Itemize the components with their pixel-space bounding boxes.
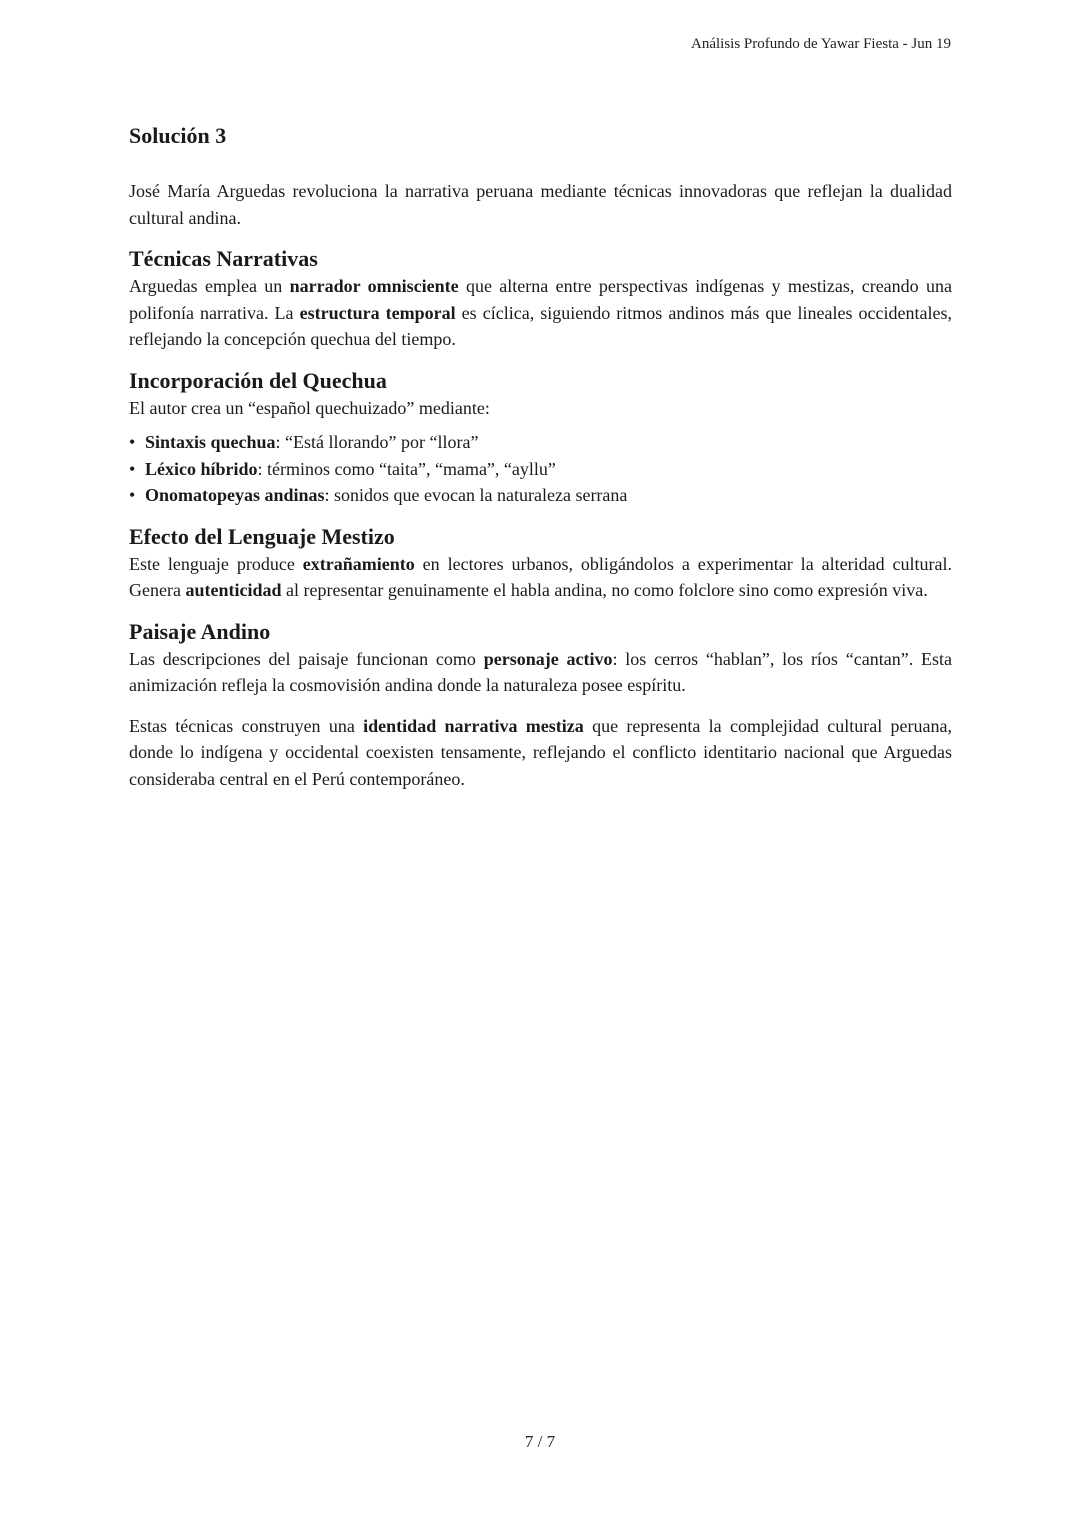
list-item (129, 429, 952, 456)
text-run: Estas técnicas construyen una (129, 715, 364, 736)
solution-title: Solución 3 (129, 123, 227, 148)
intro-paragraph: José María Arguedas revoluciona la narrativa peruana mediante técnicas innovadoras que reflejan la dualidad cultural andina. (129, 181, 952, 228)
text-run: al representar genuinamente el habla andina, no como folclore sino como expresión viva. (281, 580, 928, 600)
bold-term: estructura temporal (299, 302, 456, 323)
bold-term: extrañamiento (302, 553, 415, 574)
list-item (129, 482, 952, 509)
bold-term: personaje activo (483, 648, 613, 669)
bold-term: identidad narrativa mestiza (363, 715, 584, 736)
bold-term: narrador omnisciente (289, 276, 459, 296)
text-run: en lectores urbanos, obligándolos a experimentar la alteridad cultural. Genera (129, 553, 952, 600)
bold-term: Léxico híbrido (145, 458, 258, 479)
page-number: 7 / 7 (524, 1432, 556, 1451)
section-quechua (129, 367, 952, 509)
document-body (129, 120, 952, 792)
text-run: que alterna entre perspectivas indígenas y mestizas, creando una polifonía narrativa. La (129, 276, 952, 323)
text-run: : los cerros “hablan”, los ríos “cantan”. Esta animización refleja la cosmovisión andina donde la naturaleza posee espíritu. (129, 648, 952, 695)
bold-term: Onomatopeyas andinas (145, 485, 325, 505)
text-run: Las descripciones del paisaje funcionan como (129, 648, 484, 669)
text-run: Arguedas emplea un (129, 276, 290, 296)
text-run: : términos como “taita”, “mama”, “ayllu” (257, 458, 556, 479)
text-run: es cíclica, siguiendo ritmos andinos más que lineales occidentales, reflejando la concepción quechua del tiempo. (129, 302, 952, 349)
section-heading: Efecto del Lenguaje Mestizo (129, 523, 395, 549)
bullet-list (129, 429, 952, 509)
bold-term: autenticidad (185, 580, 282, 600)
section-andean-landscape (129, 618, 952, 699)
section-mestizo-language (129, 523, 952, 604)
section-lead: El autor crea un “español quechuizado” mediante: (129, 397, 490, 418)
section-narrative-techniques (129, 245, 952, 353)
bold-term: Sintaxis quechua (145, 432, 276, 452)
page-header: Análisis Profundo de Yawar Fiesta - Jun 19 (691, 36, 951, 52)
closing-paragraph (129, 713, 952, 793)
text-run: Este lenguaje produce (129, 553, 303, 574)
text-run: que representa la complejidad cultural peruana, donde lo indígena y occidental coexisten tensamente, reflejando el conflicto identitario nacional que Arguedas consideraba central en el Perú contemporáneo. (129, 715, 952, 789)
section-paragraph (129, 646, 952, 699)
section-paragraph (129, 551, 952, 604)
text-run: : sonidos que evocan la naturaleza serrana (324, 485, 628, 505)
section-paragraph (129, 273, 952, 353)
text-run: : “Está llorando” por “llora” (275, 432, 479, 452)
list-item (129, 456, 952, 483)
section-heading: Técnicas Narrativas (129, 246, 318, 271)
section-heading: Paisaje Andino (129, 618, 271, 644)
section-heading: Incorporación del Quechua (129, 367, 387, 393)
